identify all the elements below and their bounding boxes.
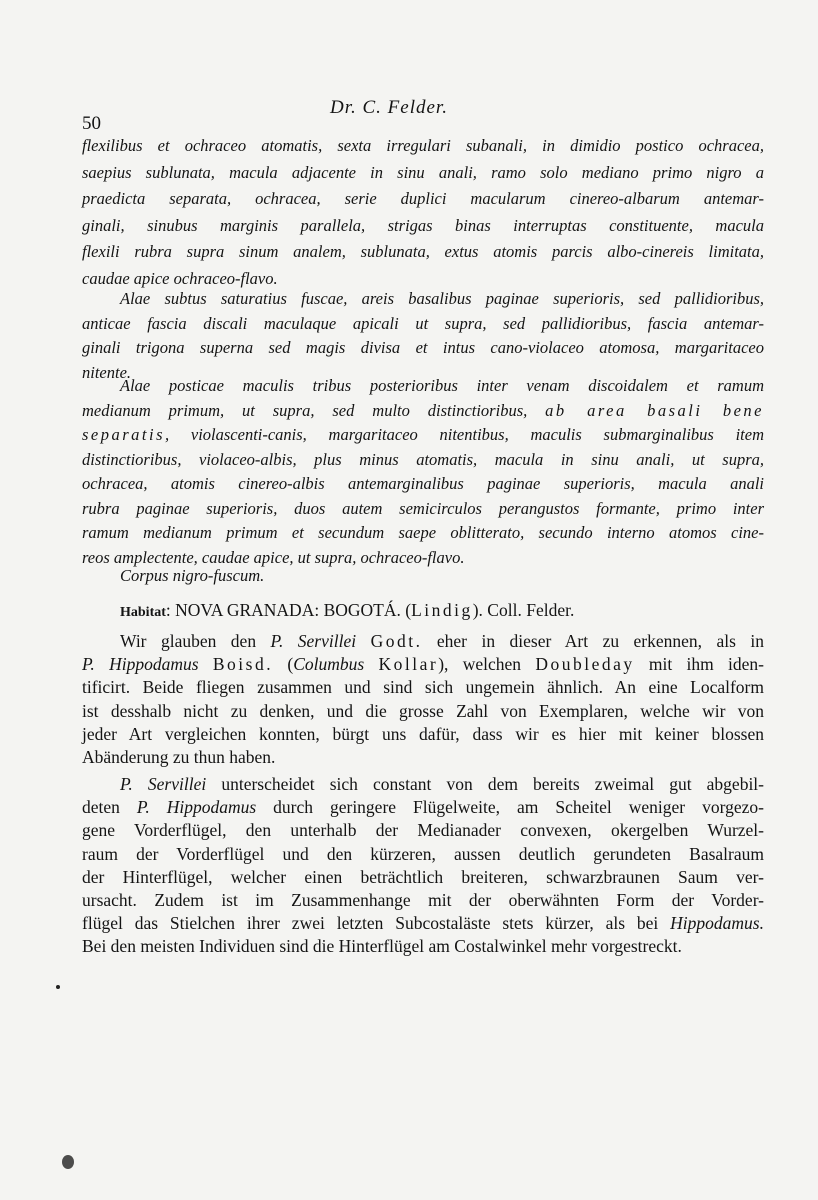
italic-term: P. Hippodamus [136, 797, 257, 818]
text-run: saepius sublunata, macula adjacente in sinu anali, ramo solo mediano primo nigro a [82, 162, 764, 182]
text-line [82, 448, 764, 473]
text-run: praedicta separata, ochracea, serie duplici macularum cinereo-albarum antemar- [82, 189, 764, 208]
text-line [82, 796, 764, 819]
text-run: Abänderung zu thun haben. [82, 747, 276, 768]
paragraph [82, 374, 764, 570]
text-run: ( [273, 654, 294, 675]
text-line [82, 521, 764, 546]
text-line [82, 598, 764, 625]
text-run [364, 654, 378, 674]
italic-term: Hippodamus. [670, 913, 764, 934]
italic-term: P. Servillei [120, 774, 207, 794]
text-run: ), welchen [438, 654, 536, 675]
text-run: : NOVA GRANADA: BOGOTÁ. ( [165, 600, 412, 620]
spaced-name: Kollar [378, 654, 439, 675]
text-run: Wir glauben den [120, 631, 271, 651]
text-run: anticae fascia discali maculaque apicali ut supra, sed pallidioribus, fascia antemar- [82, 313, 764, 333]
text-run: , violascenti-canis, margaritaceo nitentibus, maculis submarginalibus item [165, 425, 764, 444]
text-line [82, 564, 764, 589]
text-run: ist desshalb nicht zu denken, und die grosse Zahl von Exemplaren, welche wir von [82, 700, 764, 721]
text-run: tificirt. Beide fliegen zusammen und sind sich ungemein ähnlich. An eine Localform [82, 677, 764, 698]
text-line [82, 889, 764, 912]
text-line [82, 912, 764, 935]
text-line [82, 676, 764, 699]
text-line [82, 160, 764, 187]
text-line [82, 723, 764, 746]
text-line [82, 843, 764, 866]
text-run: unterscheidet sich constant von dem bereits zweimal gut abgebil- [206, 774, 764, 794]
text-run: flexili rubra supra sinum analem, sublunata, extus atomis parcis albo-cinereis limitata, [82, 242, 764, 261]
running-header: Dr. C. Felder. [330, 97, 448, 118]
text-line [82, 287, 764, 312]
paragraph [82, 773, 764, 959]
text-run: Alae subtus saturatius fuscae, areis basalibus paginae superioris, sed pallidioribus, [120, 289, 764, 308]
text-run: eher in dieser Art zu erkennen, als in [422, 631, 764, 651]
text-run: rubra paginae superioris, duos autem semicirculos perangustos formante, primo inter [82, 498, 764, 518]
text-run: Corpus nigro-fuscum. [120, 566, 265, 585]
text-run: distinctioribus, violaceo-albis, plus minus atomatis, macula in sinu anali, ut supra, [82, 449, 764, 469]
text-line [82, 239, 764, 266]
text-line [82, 700, 764, 723]
text-run: gene Vorderflügel, den unterhalb der Medianader convexen, okergelben Wurzel- [82, 820, 764, 841]
spaced-name: ab area basali bene [545, 400, 764, 420]
text-run: ursacht. Zudem ist im Zusammenhange mit der oberwähnten Form der Vorder- [82, 890, 764, 911]
spaced-name: Boisd. [212, 654, 274, 675]
text-line [82, 133, 764, 160]
text-run: Alae posticae maculis tribus posterioribus inter venam discoidalem et ramum [120, 376, 764, 395]
text-line [82, 472, 764, 497]
ink-spot [62, 1155, 74, 1169]
text-run: der Hinterflügel, welcher einen beträchtlich breiteren, schwarzbraunen Saum ver- [82, 866, 764, 887]
text-line [82, 746, 764, 769]
text-line [82, 213, 764, 240]
text-run: nitente. [82, 362, 132, 382]
text-run: deten [82, 797, 137, 818]
text-run: ginali trigona superna sed magis divisa et intus cano-violaceo atomosa, margaritaceo [82, 338, 764, 357]
paragraph [82, 287, 764, 385]
text-line [82, 773, 764, 796]
text-run [356, 631, 370, 651]
page-number: 50 [82, 113, 101, 134]
text-run: caudae apice ochraceo-flavo. [82, 268, 278, 288]
italic-term: P. Servillei [270, 631, 357, 651]
spaced-name: Doubleday [535, 654, 635, 675]
spaced-name: Godt. [370, 631, 423, 651]
text-run: raum der Vorderflügel und den kürzeren, aussen deutlich gerundeten Basalraum [82, 843, 764, 864]
bold-label: Habitat [120, 605, 166, 620]
text-run: ramum medianum primum et secundum saepe oblitterato, secundo interno atomos cine- [82, 523, 764, 542]
text-line [82, 630, 764, 653]
text-run: reos amplectente, caudae apice, ut supra, ochraceo-flavo. [82, 547, 465, 567]
text-run: mit ihm iden- [634, 654, 765, 675]
text-run: flexilibus et ochraceo atomatis, sexta irregulari subanali, in dimidio postico ochracea, [82, 136, 764, 155]
text-run: durch geringere Flügelweite, am Scheitel weniger vorgezo- [256, 797, 764, 818]
text-line [82, 819, 764, 842]
text-run: flügel das Stielchen ihrer zwei letzten Subcostaläste stets kürzer, als bei [82, 913, 671, 934]
text-line [82, 186, 764, 213]
paragraph [82, 630, 764, 769]
text-run: ginali, sinubus marginis parallela, strigas binas interruptas constituente, macula [82, 215, 764, 235]
paragraph [82, 133, 764, 292]
text-line [82, 312, 764, 337]
text-run: Bei den meisten Individuen sind die Hinterflügel am Costalwinkel mehr vorgestreckt. [82, 936, 682, 957]
spaced-name: Lindig [411, 600, 473, 620]
text-line [82, 336, 764, 361]
text-line [82, 935, 764, 958]
text-run: medianum primum, ut supra, sed multo distinctioribus, [82, 400, 546, 420]
text-line [82, 497, 764, 522]
text-line [82, 399, 764, 424]
text-line [82, 653, 764, 676]
text-run: ). Coll. Felder. [472, 600, 575, 620]
italic-term: P. Hippodamus [82, 654, 199, 675]
text-line [82, 374, 764, 399]
text-run: jeder Art vergleichen konnten, bürgt uns dafür, dass wir es hier mit keiner blossen [82, 723, 764, 744]
italic-term: Columbus [293, 654, 365, 675]
text-run [199, 654, 213, 674]
text-line [82, 423, 764, 448]
ink-spot [56, 985, 60, 989]
paragraph [82, 598, 764, 625]
spaced-name: separatis [82, 425, 166, 444]
paragraph [82, 564, 764, 589]
text-line [82, 866, 764, 889]
text-run: ochracea, atomis cinereo-albis antemarginalibus paginae superioris, macula anali [82, 474, 764, 493]
